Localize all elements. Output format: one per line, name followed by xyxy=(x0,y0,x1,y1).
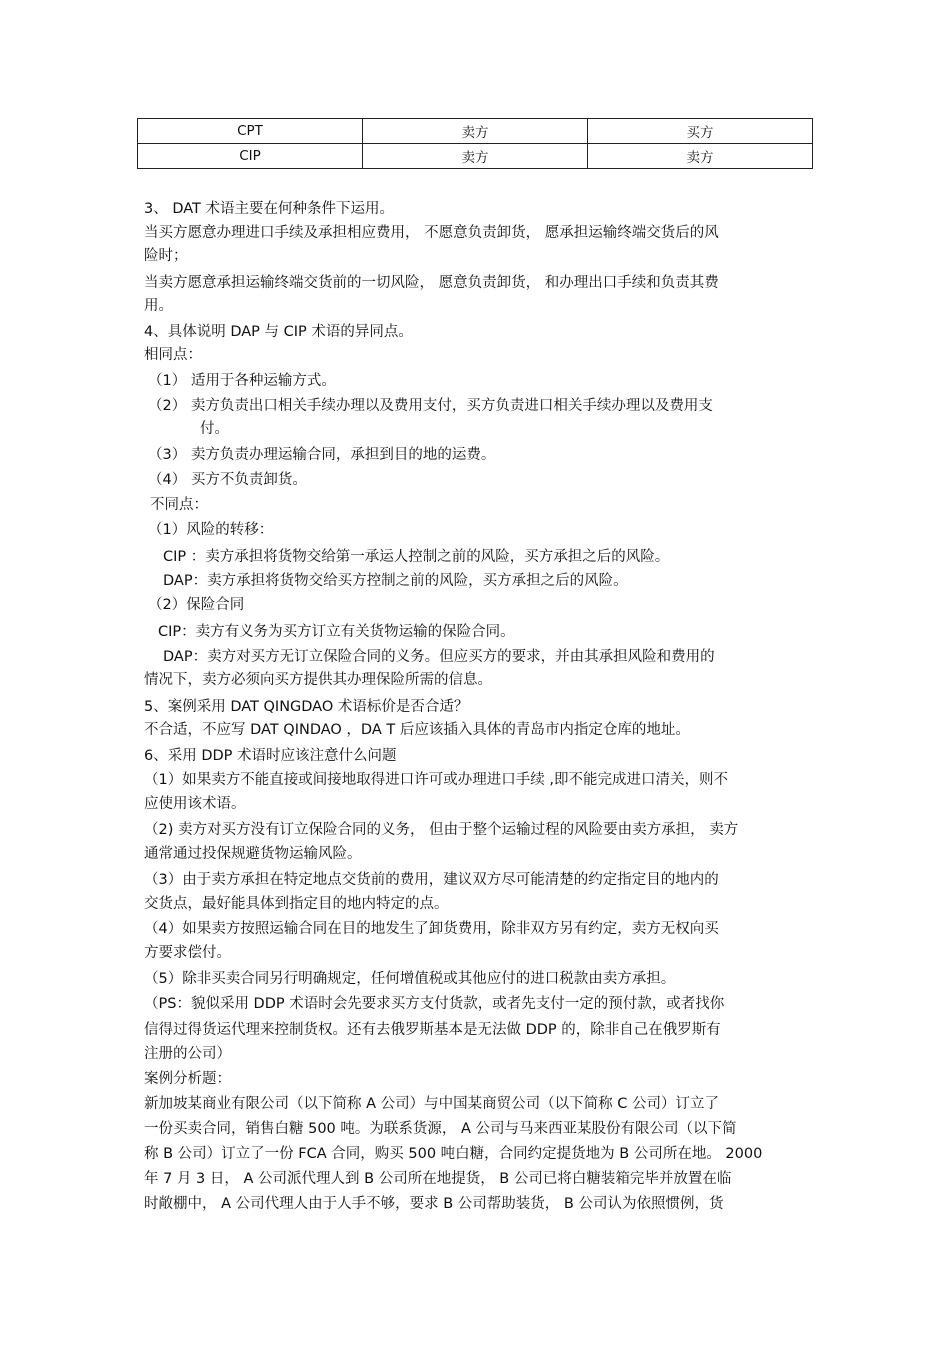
text-line: DAP：卖方承担将货物交给买方控制之前的风险，买方承担之后的风险。 xyxy=(163,573,628,589)
list-item: （1） 适用于各种运输方式。 xyxy=(148,373,336,389)
text-line: （2) 卖方对买方没有订立保险合同的义务， 但由于整个运输过程的风险要由卖方承担， 卖方 xyxy=(144,822,739,838)
text-line: 年 7 月 3 日， A 公司派代理人到 B 公司所在地提货， B 公司已将白糖装箱完毕并放置在临 xyxy=(144,1171,732,1187)
text-line: （5）除非买卖合同另行明确规定，任何增值税或其他应付的进口税款由卖方承担。 xyxy=(144,971,676,987)
text-line: 当卖方愿意承担运输终端交货前的一切风险， 愿意负责卸货， 和办理出口手续和负责其费 xyxy=(144,275,719,291)
text-line: DAP：卖方对买方无订立保险合同的义务。但应买方的要求，并由其承担风险和费用的 xyxy=(163,649,715,665)
table-cell: 买方 xyxy=(588,119,813,144)
text-line: 应使用该术语。 xyxy=(144,796,246,812)
list-item: （3） 卖方负责办理运输合同，承担到目的地的运费。 xyxy=(148,447,496,463)
text-line: （3）由于卖方承担在特定地点交货前的费用，建议双方尽可能清楚的约定指定目的地内的 xyxy=(144,872,719,888)
text-line: 情况下，卖方必须向买方提供其办理保险所需的信息。 xyxy=(144,672,492,688)
text-line: （PS：貌似采用 DDP 术语时会先要求买方支付货款，或者先支付一定的预付款，或者找你 xyxy=(144,996,725,1012)
text-line: 不合适，不应写 DAT QINDAO ，DA T 后应该插入具体的青岛市内指定仓库的地址。 xyxy=(144,722,690,738)
text-line: 通常通过投保规避货物运输风险。 xyxy=(144,846,362,862)
text-line: CIP ：卖方承担将货物交给第一承运人控制之前的风险，买方承担之后的风险。 xyxy=(163,549,670,565)
table-cell: CPT xyxy=(138,119,363,144)
text-line: 付。 xyxy=(200,421,229,437)
delivery-terms-table xyxy=(137,118,813,169)
table-row xyxy=(138,144,813,169)
text-line: 信得过得货运代理来控制货权。还有去俄罗斯基本是无法做 DDP 的，除非自己在俄罗斯有 xyxy=(144,1022,721,1038)
text-line: 注册的公司） xyxy=(144,1046,231,1062)
table-row xyxy=(138,119,813,144)
text-line: 险时； xyxy=(144,248,188,264)
text-line: （1）如果卖方不能直接或间接地取得进口许可或办理进口手续 ,即不能完成进口清关，则不 xyxy=(144,772,728,788)
text-line: （1）风险的转移： xyxy=(148,522,274,538)
text-line: 新加坡某商业有限公司（以下简称 A 公司）与中国某商贸公司（以下简称 C 公司）订立了 xyxy=(144,1096,719,1112)
table-cell: 卖方 xyxy=(588,144,813,169)
table-cell: 卖方 xyxy=(363,144,588,169)
case-analysis-heading: 案例分析题： xyxy=(144,1071,231,1087)
question-5-heading: 5、案例采用 DAT QINGDAO 术语标价是否合适？ xyxy=(144,699,469,715)
text-line: 相同点： xyxy=(144,347,202,363)
text-line: 不同点： xyxy=(150,497,208,513)
text-line: 当买方愿意办理进口手续及承担相应费用， 不愿意负责卸货， 愿承担运输终端交货后的风 xyxy=(144,225,719,241)
table-cell: CIP xyxy=(138,144,363,169)
question-3-heading: 3、 DAT 术语主要在何种条件下运用。 xyxy=(144,201,395,217)
text-line: 称 B 公司）订立了一份 FCA 合同，购买 500 吨白糖，合同约定提货地为 B 公司所在地。 2000 xyxy=(144,1146,763,1162)
text-line: 用。 xyxy=(144,298,173,314)
text-line: （4）如果卖方按照运输合同在目的地发生了卸货费用，除非双方另有约定，卖方无权向买 xyxy=(144,921,719,937)
question-6-heading: 6、采用 DDP 术语时应该注意什么问题 xyxy=(144,748,397,764)
list-item: （2） 卖方负责出口相关手续办理以及费用支付，买方负责进口相关手续办理以及费用支 xyxy=(148,398,713,414)
text-line: CIP：卖方有义务为买方订立有关货物运输的保险合同。 xyxy=(158,624,515,640)
question-4-heading: 4、具体说明 DAP 与 CIP 术语的异同点。 xyxy=(144,324,413,340)
text-line: 交货点，最好能具体到指定目的地内特定的点。 xyxy=(144,896,449,912)
text-line: 时敞棚中， A 公司代理人由于人手不够，要求 B 公司帮助装货， B 公司认为依照惯例，货 xyxy=(144,1196,724,1212)
text-line: 一份买卖合同，销售白糖 500 吨。为联系货源， A 公司与马来西亚某股份有限公司（以下简 xyxy=(144,1121,737,1137)
table-cell: 卖方 xyxy=(363,119,588,144)
text-line: （2）保险合同 xyxy=(148,597,245,613)
list-item: （4） 买方不负责卸货。 xyxy=(148,472,307,488)
text-line: 方要求偿付。 xyxy=(144,945,231,961)
